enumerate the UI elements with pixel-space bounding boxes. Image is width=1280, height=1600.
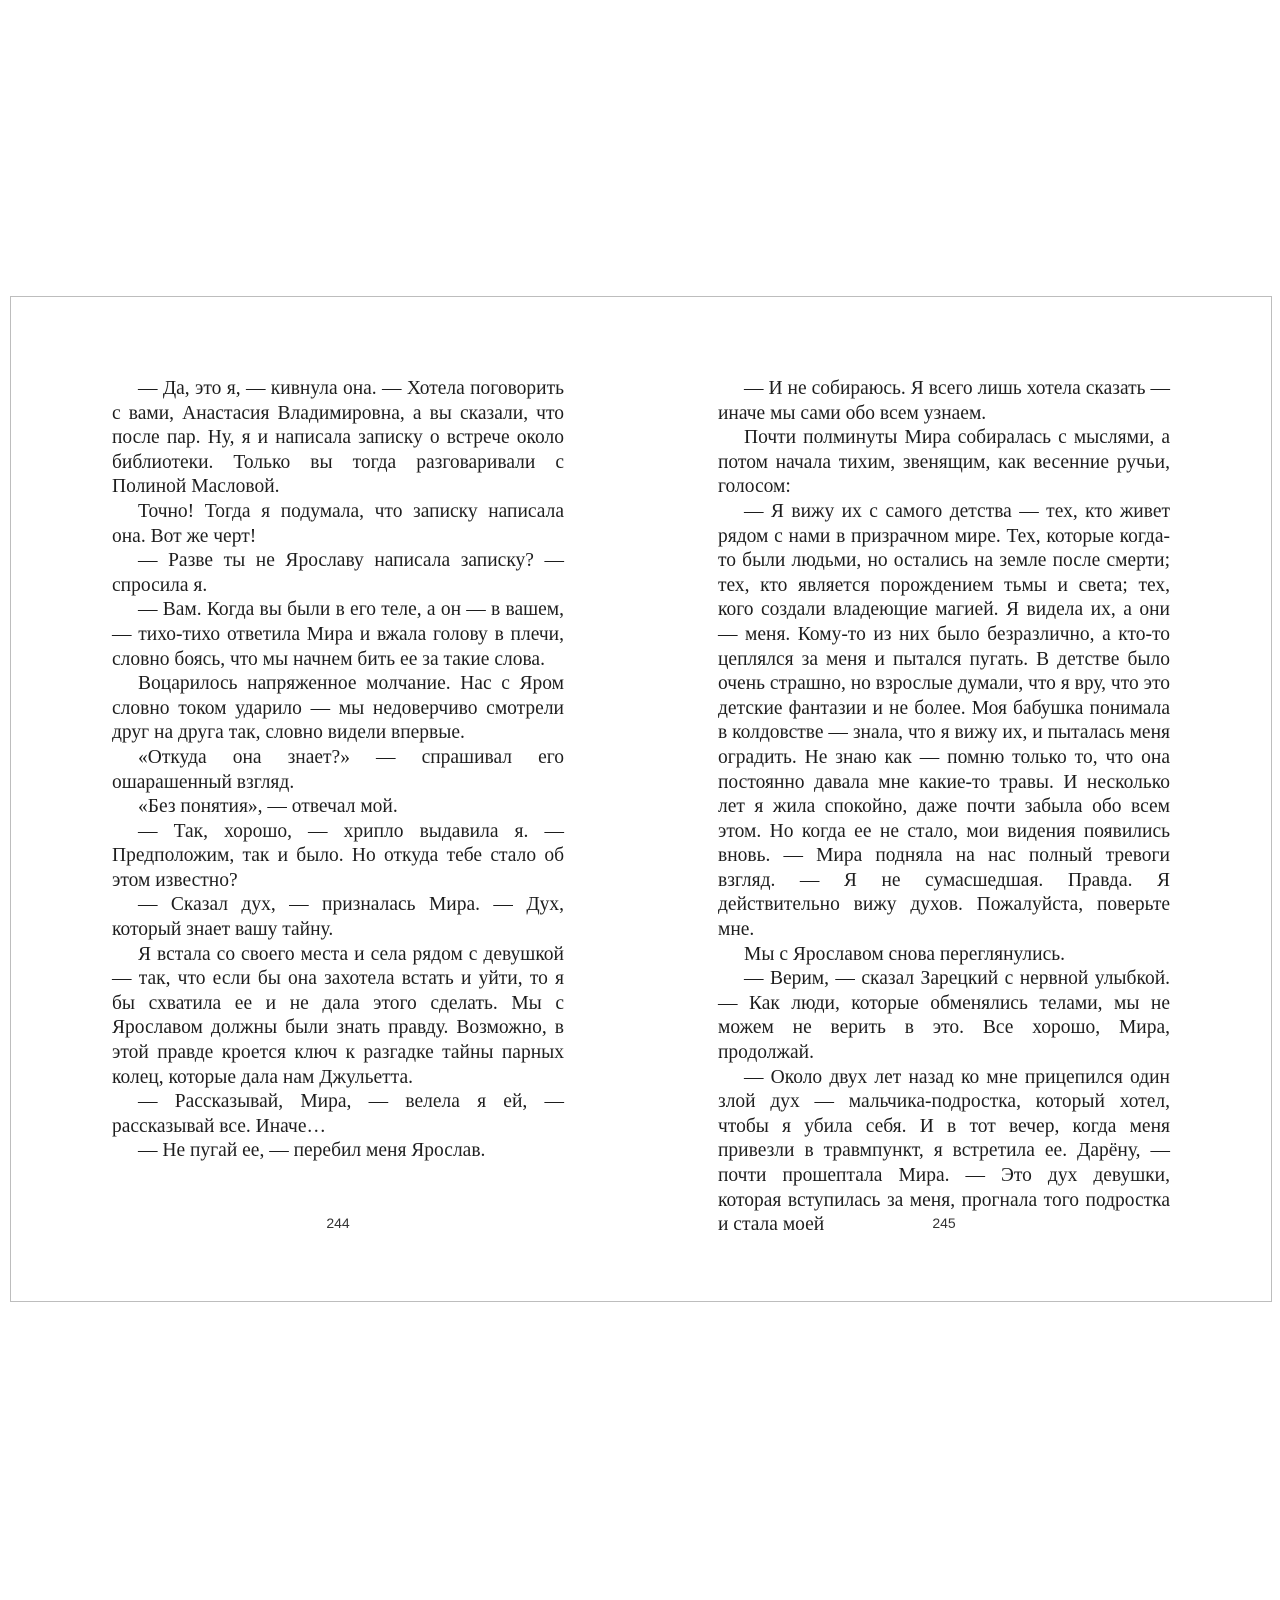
- left-page-text: [112, 377, 564, 1202]
- paragraph: — Не пугай ее, — перебил меня Ярослав.: [138, 1140, 486, 1162]
- paragraph: Мы с Ярославом снова переглянулись.: [744, 943, 1065, 965]
- paragraph: — Около двух лет назад ко мне прицепился один злой дух — мальчика-подростка, который хотел, чтобы я убила себя. И в тот вечер, когда меня привезли в травмпункт, я встретила ее. Дарёну, — почти прошептала Мира. — Это дух девушки, которая вступилась за меня, прогнала того подростка и стала моей: [718, 1066, 1170, 1236]
- page-number-right: 245: [932, 1215, 956, 1231]
- paragraph: — Рассказывай, Мира, — велела я ей, — рассказывай все. Иначе…: [112, 1091, 564, 1137]
- left-page: [112, 377, 564, 1231]
- paragraph: Точно! Тогда я подумала, что записку написала она. Вот же черт!: [112, 500, 564, 547]
- paragraph: — Да, это я, — кивнула она. — Хотела поговорить с вами, Анастасия Владимировна, а вы сказали, что после пар. Ну, я и написала записку о встрече около библиотеки. Только вы тогда разговаривали с Полиной Масловой.: [112, 378, 564, 498]
- paragraph: Я встала со своего места и села рядом с девушкой — так, что если бы она захотела встать и уйти, то я бы схватила ее и не дала этого сделать. Мы с Ярославом должны были знать правду. Возможно, в этой правде кроется ключ к разгадке тайны парных колец, которые дала нам Джульетта.: [112, 943, 564, 1088]
- paragraph: Почти полминуты Мира собиралась с мыслями, а потом начала тихим, звенящим, как весенние ручьи, голосом:: [718, 427, 1170, 498]
- book-spread: [10, 296, 1272, 1302]
- paragraph: — И не собираюсь. Я всего лишь хотела сказать — иначе мы сами обо всем узнаем.: [718, 378, 1170, 424]
- paragraph: «Откуда она знает?» — спрашивал его ошарашенный взгляд.: [112, 746, 564, 793]
- page-number-left: 244: [326, 1215, 350, 1231]
- paragraph: — Сказал дух, — призналась Мира. — Дух, который знает вашу тайну.: [112, 894, 564, 941]
- paragraph: — Так, хорошо, — хрипло выдавила я. — Предположим, так и было. Но откуда тебе стало об этом известно?: [112, 820, 564, 891]
- paragraph: — Верим, — сказал Зарецкий с нервной улыбкой. — Как люди, которые обменялись телами, мы не можем не верить в это. Все хорошо, Мира, продолжай.: [718, 968, 1170, 1064]
- paragraph: — Разве ты не Ярославу написала записку? — спросила я.: [112, 550, 564, 596]
- paragraph: — Я вижу их с самого детства — тех, кто живет рядом с нами в призрачном мире. Тех, которые когда-то были людьми, но остались на земле после смерти; тех, кто является порождением тьмы и света; тех, кого создали владеющие магией. Я видела их, а они — меня. Кому-то из них было безразлично, а кто-то цеплялся за меня и пытался пугать. В детстве было очень страшно, но взрослые думали, что я вру, что это детские фантазии и не более. Моя бабушка понимала в колдовстве — знала, что я вижу их, и пыталась меня оградить. Не знаю как — помню только то, что она постоянно давала мне какие-то травы. И несколько лет я жила спокойно, даже почти забыла обо всем этом. Но когда ее не стало, мои видения появились вновь. — Мира подняла на нас полный тревоги взгляд. — Я не сумасшедшая. Правда. Я действительно вижу духов. Пожалуйста, поверьте мне.: [718, 500, 1170, 941]
- paragraph: «Без понятия», — отвечал мой.: [138, 796, 398, 818]
- right-page: [718, 377, 1170, 1236]
- paragraph: Воцарилось напряженное молчание. Нас с Яром словно током ударило — мы недоверчиво смотрели друг на друга так, словно видели впервые.: [112, 673, 564, 744]
- paragraph: — Вам. Когда вы были в его теле, а он — в вашем, — тихо-тихо ответила Мира и вжала голову в плечи, словно боясь, что мы начнем бить ее за такие слова.: [112, 599, 564, 670]
